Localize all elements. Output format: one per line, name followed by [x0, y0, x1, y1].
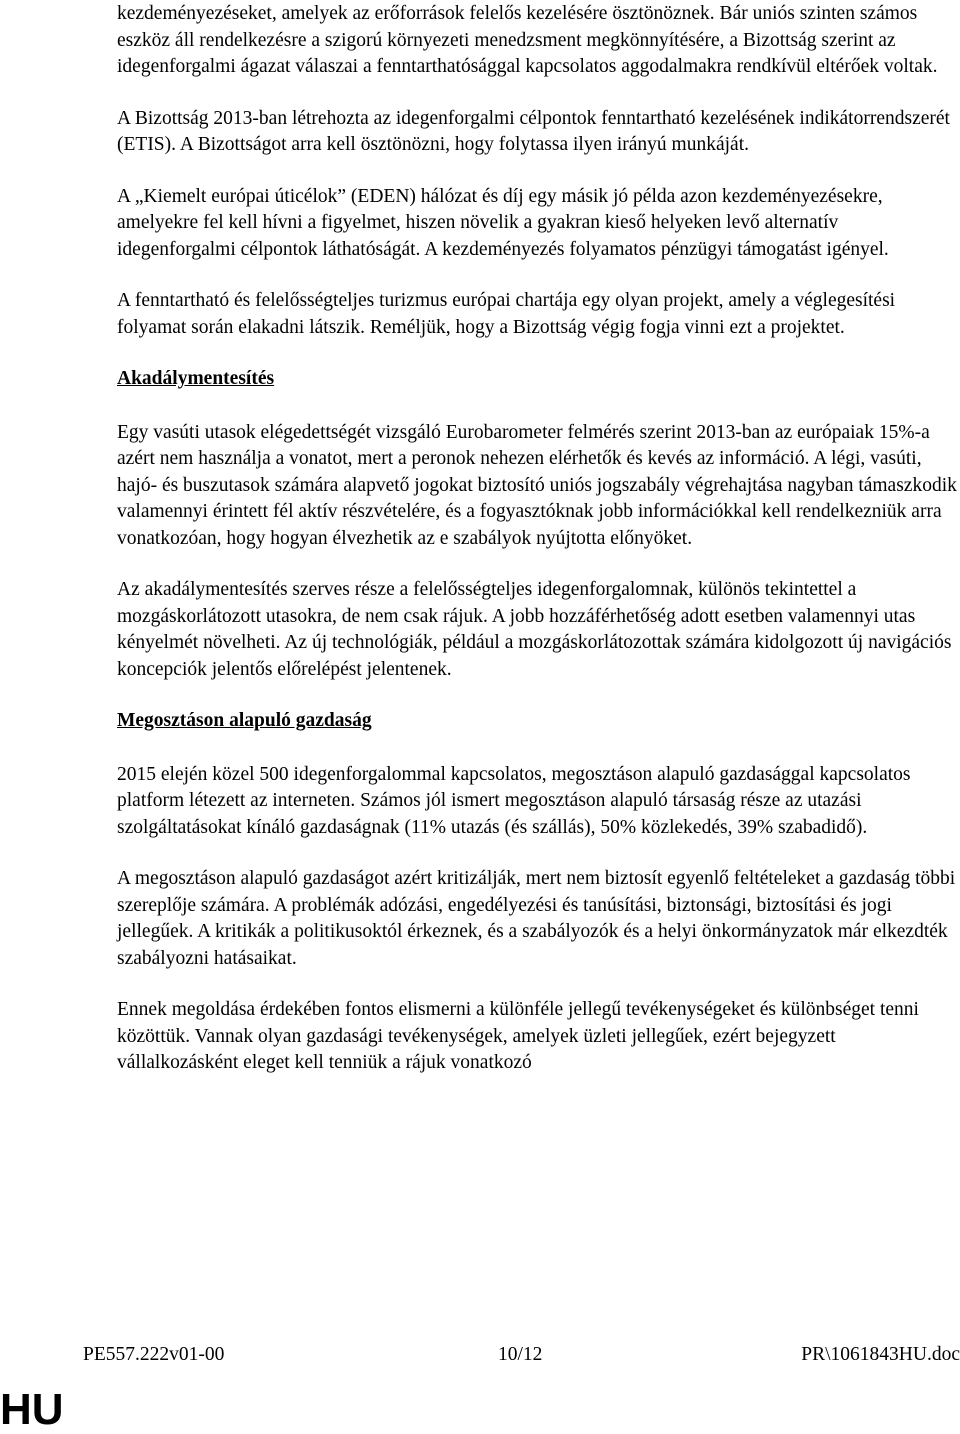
- paragraph: A megosztáson alapuló gazdaságot azért kritizálják, mert nem biztosít egyenlő feltételeket a gazdaság többi szereplője számára. A problémák adózási, engedélyezési és tanúsítási, biztonsági, biztosítási és jogi jellegűek. A kritikák a politikusoktól érkeznek, és a szabályozók és a helyi önkormányzatok már elkezdték szabályozni hatásaikat.: [117, 868, 956, 969]
- paragraph: Az akadálymentesítés szerves része a felelősségteljes idegenforgalomnak, különös tekintettel a mozgáskorlátozott utasokra, de nem csak rájuk. A jobb hozzáférhetőség adott esetben valamennyi utas kényelmét növelheti. Az új technológiák, például a mozgáskorlátozottak számára kidolgozott új navigációs koncepciók jelentős előrelépést jelentenek.: [117, 579, 952, 680]
- section-heading-sharing-economy: Megosztáson alapuló gazdaság: [117, 710, 372, 731]
- language-code: HU: [0, 1385, 64, 1434]
- paragraph: kezdeményezéseket, amelyek az erőforrások felelős kezelésére ösztönöznek. Bár uniós szinten számos eszköz áll rendelkezésre a szigorú környezeti menedzsment megkönnyítésére, a Bizottság szerint az idegenforgalmi ágazat válaszai a fenntarthatósággal kapcsolatos aggodalmakra rendkívül eltérőek voltak.: [117, 3, 938, 77]
- paragraph: A „Kiemelt európai úticélok” (EDEN) hálózat és díj egy másik jó példa azon kezdeményezésekre, amelyekre fel kell hívni a figyelmet, hiszen növelik a gyakran kieső helyeken levő alternatív idegenforgalmi célpontok láthatóságát. A kezdeményezés folyamatos pénzügyi támogatást igényel.: [117, 185, 889, 260]
- footer-file-name: PR\1061843HU.doc: [801, 1344, 960, 1365]
- paragraph: Ennek megoldása érdekében fontos elismerni a különféle jellegű tevékenységeket és különbséget tenni közöttük. Vannak olyan gazdasági tevékenységek, amelyek üzleti jellegűek, ezért bejegyzett vállalkozásként eleget kell tenniük a rájuk vonatkozó: [117, 999, 919, 1073]
- paragraph: A fenntartható és felelősségteljes turizmus európai chartája egy olyan projekt, amely a véglegesítési folyamat során elakadni látszik. Reméljük, hogy a Bizottság végig fogja vinni ezt a projektet.: [117, 290, 896, 338]
- paragraph: 2015 elején közel 500 idegenforgalommal kapcsolatos, megosztáson alapuló gazdasággal kapcsolatos platform létezett az interneten. Számos jól ismert megosztáson alapuló társaság része az utazási szolgáltatásokat kínáló gazdaságnak (11% utazás (és szállás), 50% közlekedés, 39% szabadidő).: [117, 763, 911, 838]
- footer-doc-ref: PE557.222v01-00: [83, 1344, 225, 1365]
- paragraph: Egy vasúti utasok elégedettségét vizsgáló Eurobarometer felmérés szerint 2013-ban az európaiak 15%-a azért nem használja a vonatot, mert a peronok nehezen elérhetők és kevés az információ. A légi, vasúti, hajó- és buszutasok számára alapvető jogokat biztosító uniós jogszabály végrehajtása nagyban támaszkodik valamennyi érintett fél aktív részvételére, és a fogyasztóknak jobb információkkal kell rendelkezniük arra vonatkozóan, hogy hogyan élvezhetik az e szabályok nyújtotta előnyöket.: [117, 421, 957, 549]
- section-heading-accessibility: Akadálymentesítés: [117, 368, 275, 389]
- footer-page-number: 10/12: [498, 1344, 543, 1365]
- paragraph: A Bizottság 2013-ban létrehozta az idegenforgalmi célpontok fenntartható kezelésének indikátorrendszerét (ETIS). A Bizottságot arra kell ösztönözni, hogy folytassa ilyen irányú munkáját.: [117, 107, 950, 155]
- page-footer: [83, 1342, 960, 1368]
- document-body: [117, 0, 957, 1102]
